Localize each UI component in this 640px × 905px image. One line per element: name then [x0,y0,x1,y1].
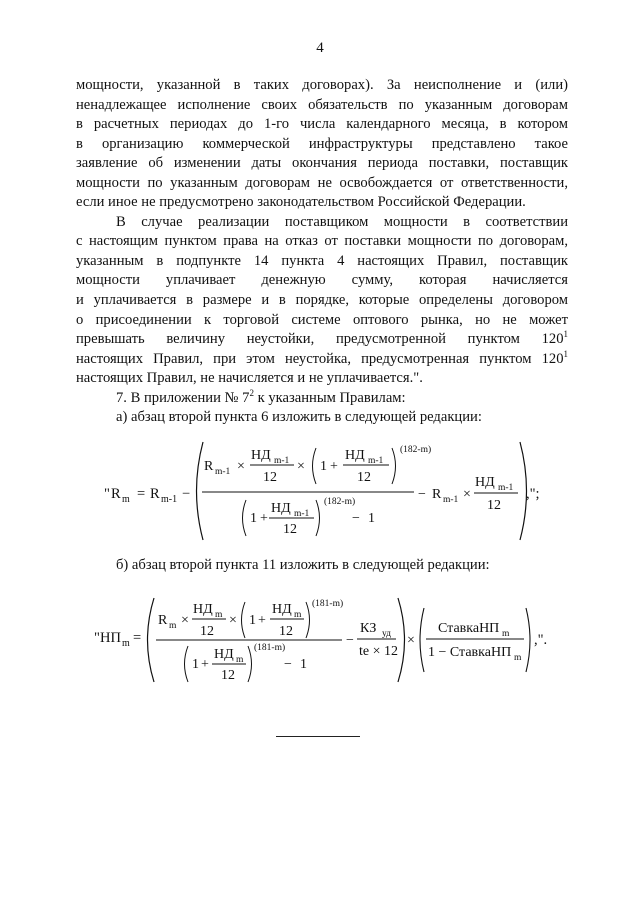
formula-2-svg [0,594,640,686]
formula-text: 1 [300,657,307,672]
plus-sign: + [201,657,209,672]
formula-text: 12 [283,522,297,537]
text-fragment: превышать величину неустойки, предусмотренной пунктом 120 [76,331,564,348]
times-sign: × [181,613,189,628]
text-line: если иное не предусмотрено законодательством Российской Федерации. [76,194,526,211]
text-line: настоящих Правил, не начисляется и не уплачивается.". [76,370,423,387]
formula-sub: m [502,629,510,639]
formula-text: R [204,459,214,474]
formula-text: НД [214,647,234,662]
minus-sign: − [352,511,360,526]
formula-text: 1 [368,511,375,526]
formula-sub: m [294,610,302,620]
text-line: мощности, указанной в таких договорах). За неисполнение и (или) [76,77,568,93]
plus-sign: + [258,613,266,628]
formula-sub: m [169,621,177,631]
times-sign: × [297,459,305,474]
formula-sub: m-1 [215,467,231,477]
formula-text: НД [345,448,365,463]
formula-text: 12 [487,498,501,513]
formula-text: R [150,486,160,502]
text-line: мощности уплачивает денежную сумму, которая начисляется [76,272,568,289]
text-line: указанным в подпункте 14 пункта 4 настоящих Правил, поставщик [76,252,568,269]
minus-sign: − [284,657,292,672]
formula-1-svg [0,436,640,546]
paren-left [420,608,424,672]
paren-left [242,602,246,638]
times-sign: × [407,633,415,648]
formula-text: 12 [200,624,214,639]
formula-sub: уд [382,629,391,639]
formula-text: te × 12 [359,644,398,659]
text-line: мощности по указанным договорам не освобождается от ответственности, [76,174,568,191]
paren-right [526,608,530,672]
body-text [76,76,568,428]
formula-2 [0,594,640,686]
text-fragment: настоящих Правил, при этом неустойка, предусмотренная пунктом 120 [76,350,564,367]
plus-sign: + [260,511,268,526]
superscript: 2 [249,387,254,398]
formula-text: НД [251,448,271,463]
formula-text: 12 [221,668,235,683]
formula-text: СтавкаНП [438,621,500,636]
separator-line [276,736,360,737]
formula-sub: m [122,494,130,505]
times-sign: × [463,487,471,502]
superscript: 1 [563,348,568,359]
formula-text: 1 [320,459,327,474]
text-fragment: 7. В приложении № 7 [116,389,250,406]
formula-sub: m-1 [294,509,310,519]
text-line [76,389,568,409]
formula-exp: (181-m) [312,599,344,609]
formula-text: " [104,486,110,502]
formula-text: НД [193,602,213,617]
formula-text: 1 [192,657,199,672]
formula-sub: m-1 [443,495,459,505]
formula-text: НД [272,602,292,617]
text-line: ненадлежащее исполнение своих обязательств по указанным договорам [76,96,568,113]
formula-sub: m [236,655,244,665]
formula-text: 1 [250,511,257,526]
paren-left [313,448,317,484]
text-line: В случае реализации поставщиком мощности в соответствии [116,213,568,230]
formula-exp: (181-m) [254,643,286,653]
formula-text: 12 [279,624,293,639]
formula-text: НД [475,475,495,490]
formula-text: НД [271,501,291,516]
paren-right [316,500,320,536]
formula-sub: m-1 [161,494,178,505]
formula-text: НП [100,630,121,646]
formula-text: 1 [249,613,256,628]
paren-right [392,448,396,484]
paren-right [306,602,310,638]
formula-sub: m [122,638,130,649]
formula-text: R [158,613,168,628]
formula-sub: m [514,653,522,663]
paren-left [243,500,247,536]
formula-text: 1 − СтавкаНП [428,645,512,660]
minus-sign: − [182,486,191,502]
item-b-text: б) абзац второй пункта 11 изложить в следующей редакции: [116,557,490,573]
formula-text: R [432,487,442,502]
plus-sign: + [330,459,338,474]
formula-sub: m-1 [498,483,514,493]
formula-sub: m-1 [274,456,290,466]
formula-exp: (182-m) [400,445,432,455]
big-paren-left [197,442,204,540]
minus-sign: − [418,487,426,502]
times-sign: × [237,459,245,474]
superscript: 1 [563,329,568,340]
formula-end: ,". [534,632,548,648]
formula-end: ,"; [526,486,540,502]
text-line [76,350,568,370]
text-line: заявление об изменении даты окончания периода поставки, поставщик [76,155,568,172]
equals-sign: = [137,486,146,502]
formula-exp: (182-m) [324,497,356,507]
formula-sub: m [215,610,223,620]
formula-sub: m-1 [368,456,384,466]
big-paren-right [398,598,405,682]
text-line: в организацию коммерческой инфраструктуры представлено такое [76,135,568,152]
formula-text: КЗ [360,621,377,636]
formula-text: 12 [357,470,371,485]
big-paren-left [148,598,155,682]
text-fragment: к указанным Правилам: [253,389,406,406]
text-line: и уплачивается в размере и в порядке, которые определены договором [76,292,568,309]
paren-left [185,646,189,682]
text-line: с настоящим пунктом права на отказ от поставки мощности по договорам, [76,233,568,250]
page-number: 4 [316,40,324,56]
paren-right [248,646,252,682]
times-sign: × [229,613,237,628]
equals-sign: = [133,630,142,646]
minus-sign: − [346,633,354,648]
formula-text: " [94,630,100,646]
text-line: о присоединении к торговой системе оптового рынка, но не может [76,311,568,328]
formula-1 [0,436,640,546]
formula-text: 12 [263,470,277,485]
text-line: в расчетных периодах до 1-го числа календарного месяца, в котором [76,116,568,133]
formula-text: R [111,486,121,502]
text-line [76,330,568,350]
text-line: а) абзац второй пункта 6 изложить в следующей редакции: [116,409,482,426]
